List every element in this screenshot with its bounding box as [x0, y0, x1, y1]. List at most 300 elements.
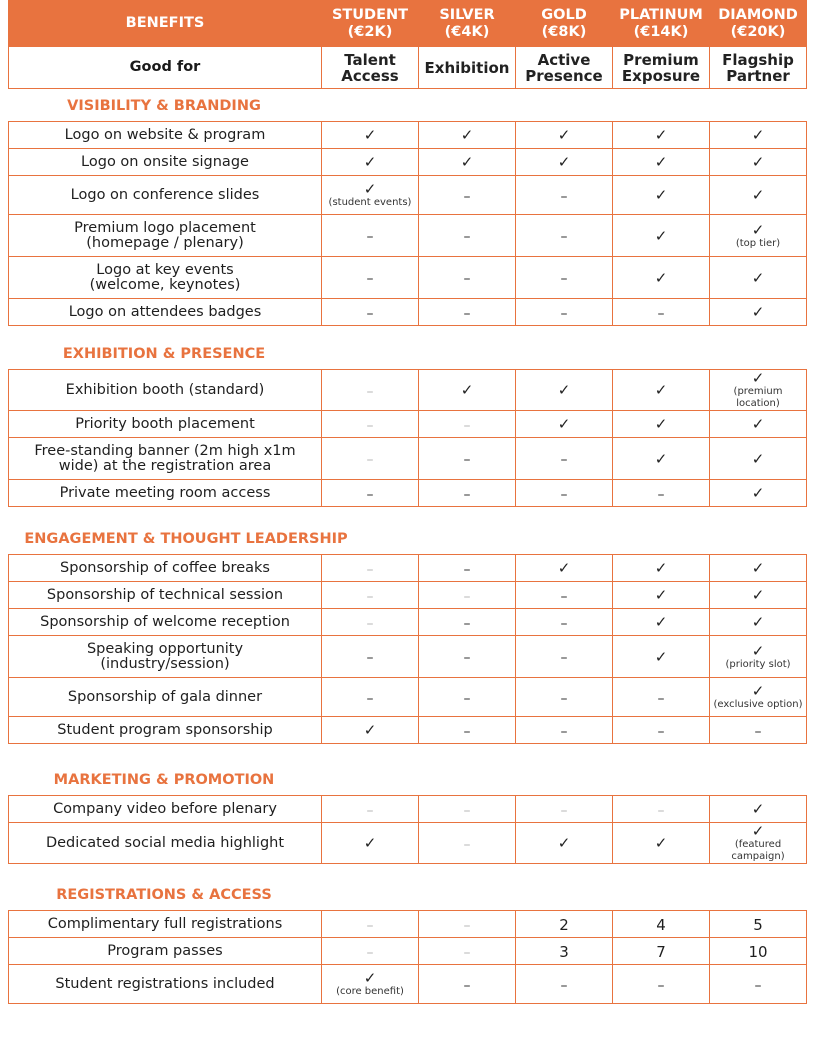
- cell-silver: [419, 299, 516, 326]
- cell-gold: [516, 438, 613, 480]
- benefit-label-line: Student program sponsorship: [57, 721, 273, 738]
- cell-platinum: [613, 717, 710, 744]
- cell-student: [322, 938, 419, 965]
- check-icon: ✓: [654, 613, 668, 631]
- dash-icon: –: [463, 944, 471, 961]
- section-table-engagement-and-thought-leadership: [8, 554, 807, 744]
- cell-gold: [516, 299, 613, 326]
- benefit-label-line: Exhibition booth (standard): [65, 381, 265, 398]
- cell-note: (top tier): [735, 237, 781, 249]
- cell-silver: [419, 717, 516, 744]
- table-row: [9, 480, 807, 507]
- cell-platinum: [613, 636, 710, 678]
- cell-diamond: [710, 370, 807, 411]
- dash-icon: –: [463, 723, 471, 740]
- check-icon: ✓: [751, 186, 765, 204]
- benefit-label-line: Sponsorship of welcome reception: [40, 613, 290, 630]
- check-icon: ✓: [654, 268, 668, 287]
- benefit-label: [9, 176, 322, 215]
- check-icon: ✓: [363, 153, 377, 171]
- check-icon: ✓: [751, 369, 765, 387]
- cell-student: [322, 122, 419, 149]
- benefit-label: [9, 911, 322, 938]
- dash-icon: –: [366, 650, 374, 666]
- benefit-label: [9, 480, 322, 507]
- cell-student: [322, 370, 419, 411]
- dash-icon: –: [560, 452, 568, 468]
- table-row: [9, 149, 807, 176]
- cell-diamond: [710, 149, 807, 176]
- cell-diamond: [710, 823, 807, 864]
- cell-value: 10: [748, 942, 768, 961]
- good-for-student: Talent Access: [322, 47, 419, 89]
- benefit-label-line: Priority booth placement: [75, 415, 255, 432]
- dash-icon: –: [560, 271, 568, 287]
- cell-platinum: [613, 911, 710, 938]
- cell-silver: [419, 438, 516, 480]
- cell-note: (priority slot): [725, 658, 791, 670]
- cell-diamond: [710, 480, 807, 507]
- check-icon: ✓: [751, 613, 765, 631]
- table-row: [9, 257, 807, 299]
- cell-silver: [419, 122, 516, 149]
- dash-icon: –: [366, 588, 374, 605]
- good-for-diamond: Flagship Partner: [710, 47, 807, 89]
- check-icon: ✓: [654, 126, 668, 144]
- cell-diamond: [710, 299, 807, 326]
- dash-icon: –: [463, 417, 471, 434]
- dash-icon: –: [463, 977, 471, 994]
- cell-platinum: [613, 938, 710, 965]
- cell-silver: [419, 938, 516, 965]
- cell-diamond: [710, 257, 807, 299]
- cell-platinum: [613, 965, 710, 1004]
- dash-icon: –: [366, 917, 374, 934]
- dash-icon: –: [463, 615, 471, 632]
- dash-icon: –: [560, 690, 568, 707]
- cell-student: [322, 678, 419, 717]
- good-for-platinum: Premium Exposure: [613, 47, 710, 89]
- cell-student: [322, 411, 419, 438]
- tier-header-table: [8, 0, 807, 89]
- cell-gold: [516, 938, 613, 965]
- dash-icon: –: [366, 802, 374, 819]
- cell-silver: [419, 911, 516, 938]
- section-title-visibility-and-branding: VISIBILITY & BRANDING: [67, 98, 261, 114]
- table-row: [9, 717, 807, 744]
- dash-icon: –: [366, 383, 374, 400]
- good-for-silver: Exhibition: [419, 47, 516, 89]
- dash-icon: –: [560, 615, 568, 632]
- table-row: [9, 122, 807, 149]
- dash-icon: –: [463, 802, 471, 819]
- cell-gold: [516, 149, 613, 176]
- benefit-label: [9, 370, 322, 411]
- cell-student: [322, 176, 419, 215]
- check-icon: ✓: [363, 721, 377, 739]
- benefit-label: [9, 582, 322, 609]
- check-icon: ✓: [751, 415, 765, 433]
- dash-icon: –: [463, 305, 471, 322]
- cell-gold: [516, 823, 613, 864]
- cell-diamond: [710, 122, 807, 149]
- cell-value: 4: [656, 915, 666, 934]
- cell-student: [322, 257, 419, 299]
- check-icon: ✓: [557, 834, 571, 852]
- check-icon: ✓: [751, 268, 765, 287]
- table-row: [9, 965, 807, 1004]
- check-icon: ✓: [654, 834, 668, 852]
- dash-icon: –: [657, 977, 665, 994]
- check-icon: ✓: [557, 415, 571, 433]
- benefits-header: BENEFITS: [9, 1, 322, 47]
- section-table-marketing-and-promotion: [8, 795, 807, 864]
- check-icon: ✓: [557, 126, 571, 144]
- dash-icon: –: [463, 486, 471, 503]
- dash-icon: –: [463, 229, 471, 245]
- cell-note: (featured campaign): [731, 839, 785, 862]
- tier-platinum-header: PLATINUM (€14K): [613, 1, 710, 47]
- dash-icon: –: [366, 417, 374, 434]
- dash-icon: –: [560, 977, 568, 994]
- cell-student: [322, 149, 419, 176]
- check-icon: ✓: [363, 126, 377, 144]
- check-icon: ✓: [363, 180, 377, 198]
- cell-platinum: [613, 678, 710, 717]
- check-icon: ✓: [363, 834, 377, 852]
- cell-platinum: [613, 823, 710, 864]
- check-icon: ✓: [751, 220, 765, 239]
- dash-icon: –: [366, 561, 374, 578]
- cell-diamond: [710, 938, 807, 965]
- check-icon: ✓: [751, 822, 765, 840]
- cell-gold: [516, 911, 613, 938]
- cell-platinum: [613, 411, 710, 438]
- cell-gold: [516, 122, 613, 149]
- cell-silver: [419, 823, 516, 864]
- cell-student: [322, 215, 419, 257]
- dash-icon: –: [657, 723, 665, 740]
- dash-icon: –: [366, 944, 374, 961]
- cell-silver: [419, 582, 516, 609]
- benefit-label-line: Logo on conference slides: [70, 186, 260, 203]
- check-icon: ✓: [654, 586, 668, 604]
- check-icon: ✓: [751, 126, 765, 144]
- table-row: [9, 215, 807, 257]
- benefit-label: [9, 823, 322, 864]
- dash-icon: –: [366, 271, 374, 287]
- section-title-engagement-and-thought-leadership: ENGAGEMENT & THOUGHT LEADERSHIP: [24, 531, 348, 547]
- cell-diamond: [710, 717, 807, 744]
- cell-note: (student events): [328, 197, 412, 208]
- cell-platinum: [613, 609, 710, 636]
- cell-student: [322, 911, 419, 938]
- benefit-label: [9, 717, 322, 744]
- benefit-label-line: Dedicated social media highlight: [45, 834, 285, 851]
- check-icon: ✓: [751, 641, 765, 660]
- check-icon: ✓: [751, 303, 765, 321]
- benefit-label-line: Free-standing banner (2m high x1m: [34, 442, 296, 459]
- cell-student: [322, 636, 419, 678]
- table-row: [9, 555, 807, 582]
- section-table-registrations-and-access: [8, 910, 807, 1004]
- dash-icon: –: [560, 802, 568, 819]
- cell-platinum: [613, 438, 710, 480]
- dash-icon: –: [366, 452, 374, 468]
- table-row: [9, 678, 807, 717]
- benefit-label-line: Premium logo placement: [74, 219, 256, 236]
- cell-student: [322, 823, 419, 864]
- check-icon: ✓: [460, 381, 474, 399]
- benefit-label-line: Logo on onsite signage: [81, 153, 249, 170]
- benefit-label-line: Private meeting room access: [59, 484, 271, 501]
- cell-gold: [516, 370, 613, 411]
- cell-silver: [419, 555, 516, 582]
- cell-silver: [419, 965, 516, 1004]
- cell-platinum: [613, 480, 710, 507]
- benefit-label-line: (welcome, keynotes): [89, 276, 241, 293]
- benefit-label: [9, 257, 322, 299]
- cell-student: [322, 480, 419, 507]
- dash-icon: –: [463, 588, 471, 605]
- cell-platinum: [613, 582, 710, 609]
- cell-diamond: [710, 411, 807, 438]
- cell-silver: [419, 215, 516, 257]
- cell-silver: [419, 678, 516, 717]
- cell-student: [322, 796, 419, 823]
- dash-icon: –: [560, 588, 568, 605]
- cell-student: [322, 965, 419, 1004]
- benefit-label-line: Sponsorship of technical session: [46, 586, 284, 603]
- cell-gold: [516, 965, 613, 1004]
- cell-platinum: [613, 215, 710, 257]
- table-row: [9, 636, 807, 678]
- check-icon: ✓: [654, 449, 668, 468]
- cell-silver: [419, 411, 516, 438]
- benefit-label-line: (industry/session): [100, 655, 230, 672]
- cell-platinum: [613, 122, 710, 149]
- check-icon: ✓: [654, 153, 668, 171]
- benefit-label: [9, 636, 322, 678]
- benefit-label-line: Logo at key events: [96, 261, 234, 278]
- tier-silver-header: SILVER (€4K): [419, 1, 516, 47]
- check-icon: ✓: [460, 126, 474, 144]
- dash-icon: –: [560, 229, 568, 245]
- dash-icon: –: [463, 452, 471, 468]
- benefit-label-line: Student registrations included: [55, 975, 275, 992]
- dash-icon: –: [754, 977, 762, 994]
- check-icon: ✓: [363, 969, 377, 987]
- benefit-label: [9, 215, 322, 257]
- benefit-label-line: Program passes: [107, 942, 223, 959]
- cell-diamond: [710, 215, 807, 257]
- cell-diamond: [710, 555, 807, 582]
- cell-platinum: [613, 555, 710, 582]
- benefit-label: [9, 796, 322, 823]
- cell-student: [322, 438, 419, 480]
- cell-platinum: [613, 149, 710, 176]
- cell-silver: [419, 149, 516, 176]
- cell-student: [322, 609, 419, 636]
- table-row: [9, 582, 807, 609]
- benefit-label: [9, 149, 322, 176]
- check-icon: ✓: [654, 559, 668, 577]
- cell-value: 2: [559, 915, 569, 934]
- section-table-exhibition-and-presence: [8, 369, 807, 507]
- dash-icon: –: [657, 486, 665, 503]
- benefit-label-line: (homepage / plenary): [86, 234, 244, 251]
- cell-diamond: [710, 965, 807, 1004]
- cell-platinum: [613, 370, 710, 411]
- cell-note: (premium location): [733, 386, 783, 409]
- tier-diamond-header: DIAMOND (€20K): [710, 1, 807, 47]
- benefit-label: [9, 122, 322, 149]
- cell-silver: [419, 176, 516, 215]
- table-row: [9, 411, 807, 438]
- dash-icon: –: [560, 305, 568, 322]
- dash-icon: –: [657, 305, 665, 322]
- dash-icon: –: [463, 271, 471, 287]
- cell-gold: [516, 678, 613, 717]
- cell-diamond: [710, 911, 807, 938]
- check-icon: ✓: [557, 153, 571, 171]
- cell-gold: [516, 717, 613, 744]
- cell-value: 7: [656, 942, 666, 961]
- dash-icon: –: [366, 615, 374, 632]
- table-row: [9, 299, 807, 326]
- cell-gold: [516, 480, 613, 507]
- table-row: [9, 438, 807, 480]
- benefit-label: [9, 678, 322, 717]
- benefit-label-line: Logo on attendees badges: [68, 303, 262, 320]
- benefit-label: [9, 938, 322, 965]
- table-row: [9, 609, 807, 636]
- cell-gold: [516, 176, 613, 215]
- cell-diamond: [710, 796, 807, 823]
- cell-student: [322, 717, 419, 744]
- cell-diamond: [710, 678, 807, 717]
- check-icon: ✓: [557, 559, 571, 577]
- check-icon: ✓: [751, 586, 765, 604]
- cell-silver: [419, 796, 516, 823]
- cell-student: [322, 582, 419, 609]
- dash-icon: –: [657, 802, 665, 819]
- table-row: [9, 823, 807, 864]
- dash-icon: –: [463, 690, 471, 707]
- dash-icon: –: [366, 486, 374, 503]
- tier-student-header: STUDENT (€2K): [322, 1, 419, 47]
- section-table-visibility-and-branding: [8, 121, 807, 326]
- table-row: [9, 370, 807, 411]
- check-icon: ✓: [751, 559, 765, 577]
- benefit-label-line: Complimentary full registrations: [47, 915, 283, 932]
- cell-gold: [516, 257, 613, 299]
- cell-platinum: [613, 176, 710, 215]
- cell-value: 3: [559, 942, 569, 961]
- cell-platinum: [613, 257, 710, 299]
- dash-icon: –: [560, 723, 568, 740]
- cell-diamond: [710, 582, 807, 609]
- benefit-label: [9, 438, 322, 480]
- check-icon: ✓: [751, 800, 765, 818]
- section-title-registrations-and-access: REGISTRATIONS & ACCESS: [56, 887, 272, 903]
- cell-value: 5: [753, 915, 763, 934]
- benefit-label-line: Company video before plenary: [53, 800, 277, 817]
- cell-student: [322, 555, 419, 582]
- good-for-row: [9, 47, 807, 89]
- benefit-label: [9, 411, 322, 438]
- tier-header-row: [9, 1, 807, 47]
- benefit-label: [9, 555, 322, 582]
- cell-silver: [419, 609, 516, 636]
- cell-gold: [516, 215, 613, 257]
- check-icon: ✓: [654, 415, 668, 433]
- dash-icon: –: [657, 690, 665, 707]
- dash-icon: –: [366, 229, 374, 245]
- cell-silver: [419, 257, 516, 299]
- tier-gold-header: GOLD (€8K): [516, 1, 613, 47]
- cell-note: (exclusive option): [713, 699, 803, 710]
- dash-icon: –: [463, 188, 471, 205]
- dash-icon: –: [463, 561, 471, 578]
- table-row: [9, 938, 807, 965]
- dash-icon: –: [560, 650, 568, 666]
- dash-icon: –: [463, 650, 471, 666]
- dash-icon: –: [463, 836, 471, 853]
- check-icon: ✓: [751, 682, 765, 700]
- benefit-label: [9, 965, 322, 1004]
- benefit-label-line: Sponsorship of coffee breaks: [60, 559, 270, 576]
- dash-icon: –: [366, 305, 374, 322]
- cell-diamond: [710, 438, 807, 480]
- check-icon: ✓: [751, 484, 765, 502]
- check-icon: ✓: [751, 449, 765, 468]
- table-row: [9, 176, 807, 215]
- benefit-label-line: Speaking opportunity: [86, 640, 244, 657]
- benefit-label-line: wide) at the registration area: [58, 457, 272, 474]
- good-for-gold: Active Presence: [516, 47, 613, 89]
- check-icon: ✓: [557, 381, 571, 399]
- dash-icon: –: [754, 723, 762, 740]
- check-icon: ✓: [654, 226, 668, 245]
- cell-gold: [516, 796, 613, 823]
- cell-note: (core benefit): [336, 986, 404, 997]
- check-icon: ✓: [654, 381, 668, 399]
- cell-gold: [516, 636, 613, 678]
- check-icon: ✓: [654, 186, 668, 204]
- section-title-exhibition-and-presence: EXHIBITION & PRESENCE: [62, 346, 266, 362]
- check-icon: ✓: [751, 153, 765, 171]
- cell-student: [322, 299, 419, 326]
- cell-diamond: [710, 176, 807, 215]
- benefit-label: [9, 299, 322, 326]
- table-row: [9, 796, 807, 823]
- check-icon: ✓: [460, 153, 474, 171]
- cell-platinum: [613, 299, 710, 326]
- dash-icon: –: [560, 188, 568, 205]
- benefit-label-line: Logo on website & program: [64, 126, 266, 143]
- benefit-label: [9, 609, 322, 636]
- cell-silver: [419, 370, 516, 411]
- cell-diamond: [710, 636, 807, 678]
- good-for-label: Good for: [9, 47, 322, 89]
- cell-silver: [419, 636, 516, 678]
- cell-gold: [516, 582, 613, 609]
- dash-icon: –: [463, 917, 471, 934]
- cell-gold: [516, 555, 613, 582]
- cell-platinum: [613, 796, 710, 823]
- section-title-marketing-and-promotion: MARKETING & PROMOTION: [53, 772, 275, 788]
